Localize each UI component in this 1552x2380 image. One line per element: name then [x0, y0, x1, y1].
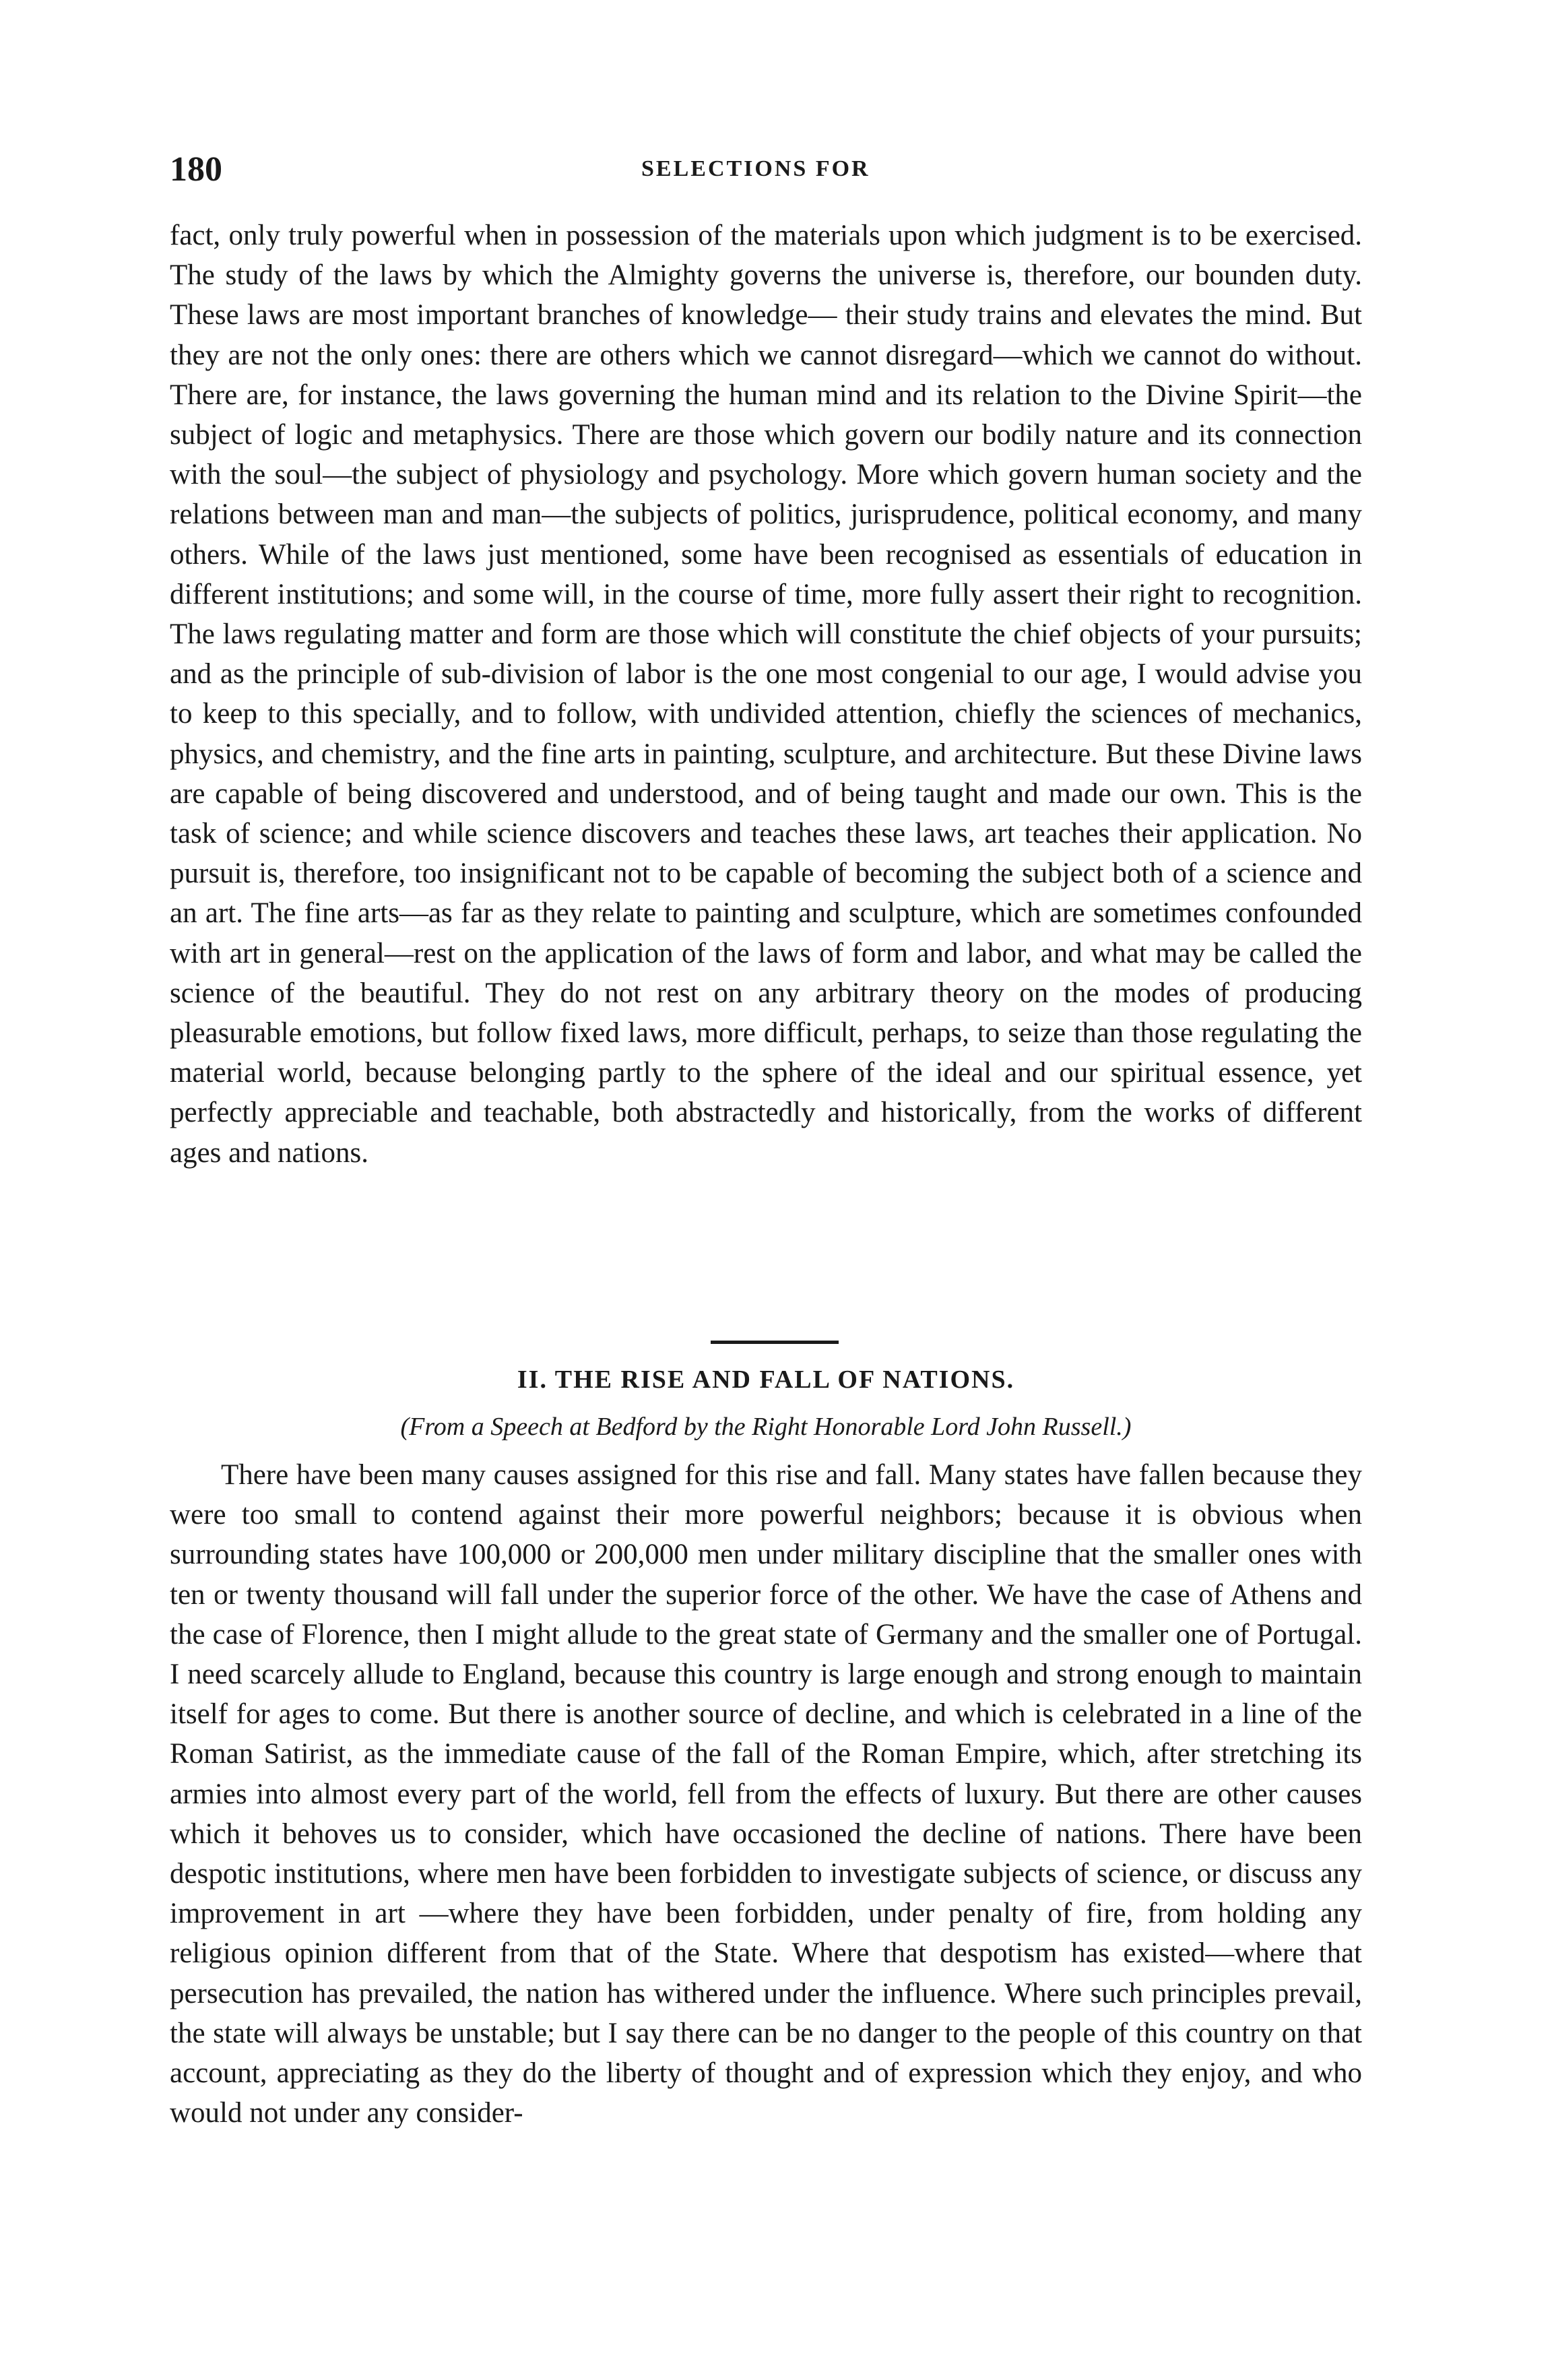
section-paragraph: There have been many causes assigned for this rise and fall. Many states have fallen because they were too small to contend against their more powerful neighbors; because it is obvious when surrounding states have 100,000 or 200,000 men under military discipline that the smaller ones with ten or twenty thousand will fall under the superior force of the other. We have the case of Athens and the case of Florence, then I might allude to the great state of Germany and the smaller one of Portugal. I need scarcely allude to England, because this country is large enough and strong enough to maintain itself for ages to come. But there is another source of decline, and which is celebrated in a line of the Roman Satirist, as the immediate cause of the fall of the Roman Empire, which, after stretching its armies into almost every part of the world, fell from the effects of luxury. But there are other causes which it behoves us to consider, which have occasioned the decline of nations. There have been despotic institutions, where men have been forbidden to investigate subjects of science, or discuss any improvement in art —where they have been forbidden, under penalty of fire, from holding any religious opinion different from that of the State. Where that despotism has existed—where that persecution has prevailed, the nation has withered under the influence. Where such principles prevail, the state will always be unstable; but I say there can be no danger to the people of this country on that account, appreciating as they do the liberty of thought and of expression which they enjoy, and who would not under any consider-: [170, 1459, 1362, 2129]
page-number: 180: [170, 150, 222, 189]
section-body-block: [170, 1455, 1362, 2133]
section-source: (From a Speech at Bedford by the Right Honorable Lord John Russell.): [400, 1413, 1132, 1441]
continuation-paragraph: fact, only truly powerful when in possession of the materials upon which judgment is to be exercised. The study of the laws by which the Almighty governs the universe is, therefore, our bounden duty. These laws are most important branches of knowledge— their study trains and elevates the mind. But they are not the only ones: there are others which we cannot disregard—which we cannot do without. There are, for instance, the laws governing the human mind and its relation to the Divine Spirit—the subject of logic and metaphysics. There are those which govern our bodily nature and its connection with the soul—the subject of physiology and psychology. More which govern human society and the relations between man and man—the subjects of politics, jurisprudence, political economy, and many others. While of the laws just mentioned, some have been recognised as essentials of education in different institutions; and some will, in the course of time, more fully assert their right to recognition. The laws regulating matter and form are those which will constitute the chief objects of your pursuits; and as the principle of sub-division of labor is the one most congenial to our age, I would advise you to keep to this specially, and to follow, with undivided attention, chiefly the sciences of mechanics, physics, and chemistry, and the fine arts in painting, sculpture, and architecture. But these Divine laws are capable of being discovered and understood, and of being taught and made our own. This is the task of science; and while science discovers and teaches these laws, art teaches their application. No pursuit is, therefore, too insignificant not to be capable of becoming the subject both of a science and an art. The fine arts—as far as they relate to painting and sculpture, which are sometimes confounded with art in general—rest on the application of the laws of form and labor, and what may be called the science of the beautiful. They do not rest on any arbitrary theory on the modes of producing pleasurable emotions, but follow fixed laws, more difficult, perhaps, to seize than those regulating the material world, because belonging partly to the sphere of the ideal and our spiritual essence, yet perfectly appreciable and teachable, both abstractedly and historically, from the works of different ages and nations.: [170, 220, 1362, 1169]
running-title: SELECTIONS FOR: [641, 156, 870, 181]
page-header: [170, 150, 1362, 193]
continuation-paragraph-block: [170, 216, 1362, 1173]
section-divider: [711, 1341, 839, 1344]
section-title: II. THE RISE AND FALL OF NATIONS.: [517, 1365, 1015, 1394]
